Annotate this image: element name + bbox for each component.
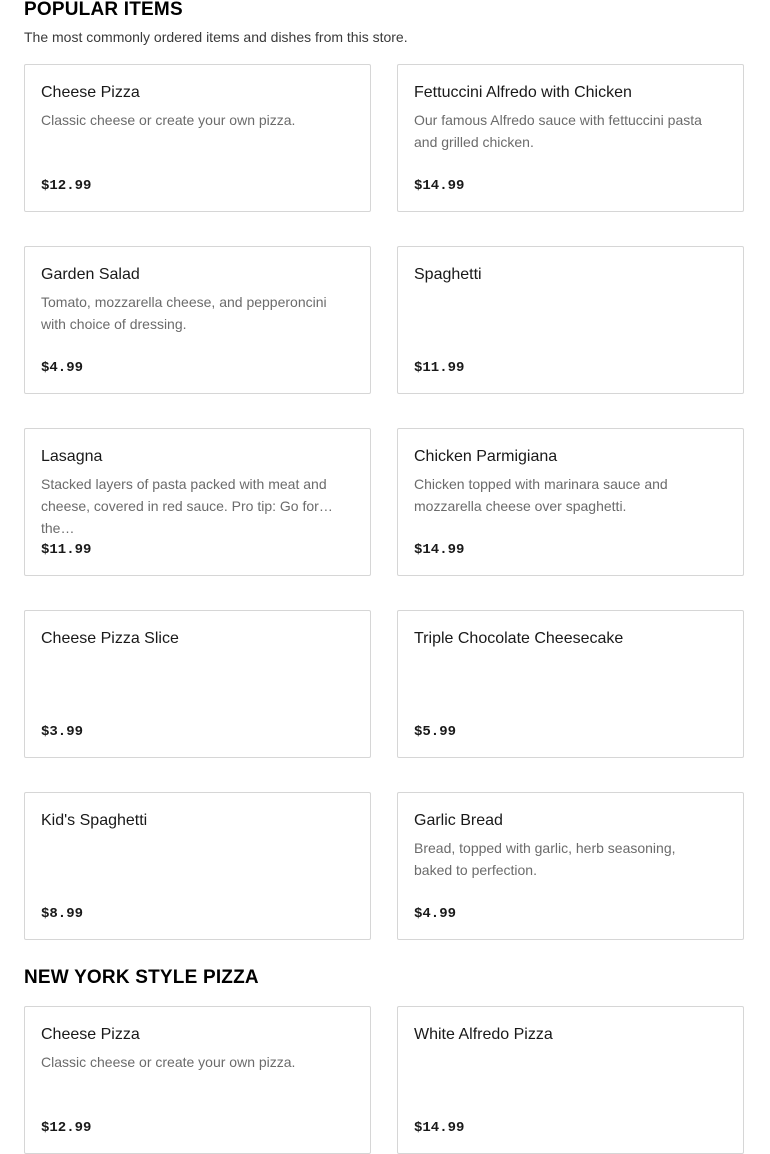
menu-item-description: Tomato, mozzarella cheese, and pepperoncini with choice of dressing. xyxy=(41,294,327,332)
menu-item-price: $12.99 xyxy=(41,1120,92,1136)
menu-item-price: $12.99 xyxy=(41,178,92,194)
menu-item-name: Kid's Spaghetti xyxy=(41,812,148,829)
menu-item-name: Garden Salad xyxy=(41,266,140,283)
menu-item-price: $5.99 xyxy=(414,724,457,740)
menu-item-card[interactable] xyxy=(397,610,744,758)
menu-item-name: Fettuccini Alfredo with Chicken xyxy=(414,84,632,101)
menu-item-name: Lasagna xyxy=(41,448,103,465)
menu-item-card[interactable] xyxy=(397,246,744,394)
menu-item-card[interactable] xyxy=(24,610,371,758)
menu-item-name: Spaghetti xyxy=(414,266,482,283)
menu-item-name: Cheese Pizza xyxy=(41,1026,140,1043)
menu-item-name: Cheese Pizza Slice xyxy=(41,630,179,647)
menu-item-price: $4.99 xyxy=(414,906,457,922)
menu-item-name: Triple Chocolate Cheesecake xyxy=(414,630,624,647)
menu-item-card[interactable] xyxy=(24,428,371,576)
section-subtitle-popular-items: The most commonly ordered items and dishes from this store. xyxy=(24,29,408,45)
menu-item-price: $14.99 xyxy=(414,1120,465,1136)
section-title-new-york-style-pizza: NEW YORK STYLE PIZZA xyxy=(24,967,259,988)
menu-item-name: Cheese Pizza xyxy=(41,84,140,101)
section-title-popular-items: POPULAR ITEMS xyxy=(24,0,183,20)
menu-item-card[interactable] xyxy=(24,1006,371,1154)
menu-item-card[interactable] xyxy=(397,1006,744,1154)
menu-item-description: Our famous Alfredo sauce with fettuccini pasta and grilled chicken. xyxy=(414,112,702,150)
menu-item-price: $4.99 xyxy=(41,360,84,376)
menu-item-price: $8.99 xyxy=(41,906,84,922)
menu-item-card[interactable] xyxy=(24,792,371,940)
menu-item-price: $14.99 xyxy=(414,178,465,194)
menu-item-price: $11.99 xyxy=(414,360,465,376)
menu-item-description: Stacked layers of pasta packed with meat and cheese, covered in red sauce. Pro tip: Go for the… xyxy=(41,476,327,536)
menu-item-price: $11.99 xyxy=(41,542,92,558)
menu-item-description: Classic cheese or create your own pizza. xyxy=(41,1054,296,1070)
menu-item-card[interactable] xyxy=(24,246,371,394)
menu-item-name: Garlic Bread xyxy=(414,812,503,829)
menu-item-name: Chicken Parmigiana xyxy=(414,448,558,465)
menu-item-card[interactable] xyxy=(397,64,744,212)
menu-item-card[interactable] xyxy=(397,792,744,940)
menu-item-description: Classic cheese or create your own pizza. xyxy=(41,112,296,128)
menu-item-price: $14.99 xyxy=(414,542,465,558)
menu-item-card[interactable] xyxy=(24,64,371,212)
menu-item-description: Bread, topped with garlic, herb seasoning, baked to perfection. xyxy=(414,840,676,878)
menu-item-description: Chicken topped with marinara sauce and mozzarella cheese over spaghetti. xyxy=(414,476,668,514)
menu-item-price: $3.99 xyxy=(41,724,84,740)
menu-item-card[interactable] xyxy=(397,428,744,576)
menu-item-name: White Alfredo Pizza xyxy=(414,1026,553,1043)
